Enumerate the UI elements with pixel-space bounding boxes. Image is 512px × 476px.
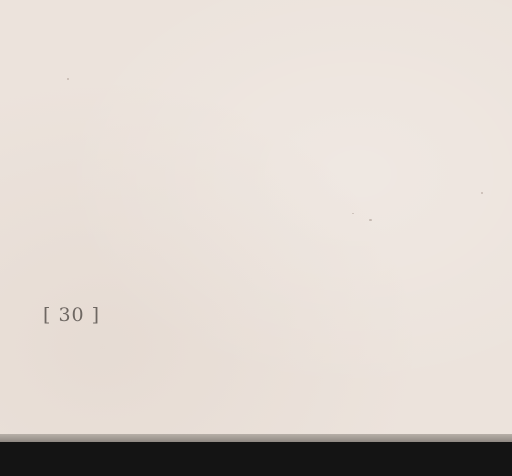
scan-background xyxy=(0,442,512,476)
paper-speck xyxy=(67,78,69,80)
paper-speck xyxy=(481,192,483,194)
paper-speck xyxy=(369,219,372,221)
page-edge xyxy=(0,434,512,442)
paper-speck xyxy=(352,213,354,214)
page-number: [ 30 ] xyxy=(43,304,101,326)
